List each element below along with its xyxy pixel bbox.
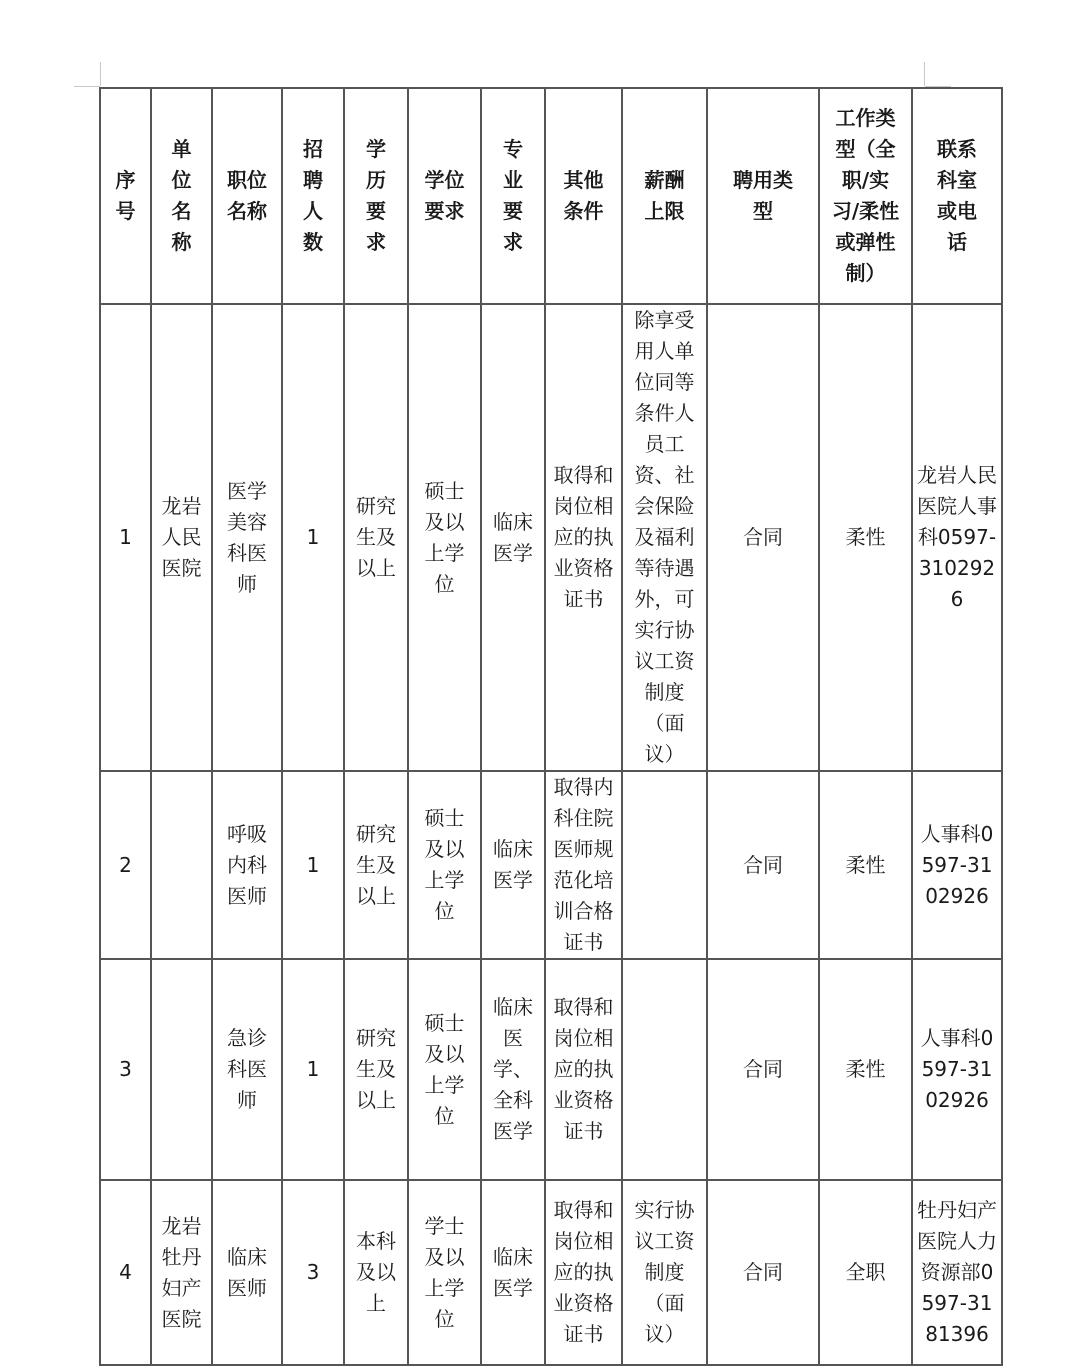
cell-degree: 硕士及以上学位: [408, 771, 481, 959]
cell-salary: 除享受用人单位同等条件人员工资、社会保险及福利等待遇外，可实行协议工资制度（面议）: [622, 304, 707, 771]
cell-work-type: 柔性: [819, 959, 912, 1180]
header-education: 学历要求: [344, 88, 408, 304]
cell-other: 取得和岗位相应的执业资格证书: [545, 1180, 622, 1365]
cell-seq: 1: [100, 304, 151, 771]
cell-salary: 实行协议工资制度（面议）: [622, 1180, 707, 1365]
cell-major: 临床医学: [481, 771, 545, 959]
cell-position: 医学美容科医师: [212, 304, 282, 771]
cell-seq: 2: [100, 771, 151, 959]
header-contact: 联系科室或电话: [912, 88, 1002, 304]
cell-salary: [622, 959, 707, 1180]
cell-unit: 龙岩人民医院: [151, 304, 212, 771]
header-position: 职位名称: [212, 88, 282, 304]
cell-education: 本科及以上: [344, 1180, 408, 1365]
cell-major: 临床医学: [481, 304, 545, 771]
recruitment-table: [99, 87, 1003, 1366]
cell-unit: 龙岩牡丹妇产医院: [151, 1180, 212, 1365]
cell-degree: 学士及以上学位: [408, 1180, 481, 1365]
cell-contact: 人事科0597-3102926: [912, 771, 1002, 959]
cell-work-type: 柔性: [819, 771, 912, 959]
cell-hire-type: 合同: [707, 1180, 819, 1365]
cell-count: 3: [282, 1180, 344, 1365]
cell-seq: 3: [100, 959, 151, 1180]
header-salary: 薪酬上限: [622, 88, 707, 304]
cell-unit: [151, 959, 212, 1180]
cell-work-type: 全职: [819, 1180, 912, 1365]
cell-education: 研究生及以上: [344, 771, 408, 959]
cell-work-type: 柔性: [819, 304, 912, 771]
cell-other: 取得和岗位相应的执业资格证书: [545, 959, 622, 1180]
cell-contact: 牡丹妇产医院人力资源部0597-3181396: [912, 1180, 1002, 1365]
table-row: [100, 1180, 1002, 1365]
cell-position: 呼吸内科医师: [212, 771, 282, 959]
cell-major: 临床医学: [481, 1180, 545, 1365]
cell-degree: 硕士及以上学位: [408, 959, 481, 1180]
cell-count: 1: [282, 771, 344, 959]
cell-hire-type: 合同: [707, 959, 819, 1180]
header-work-type: 工作类型（全职/实习/柔性或弹性制）: [819, 88, 912, 304]
page-corner-mark-left: [74, 86, 100, 87]
cell-contact: 龙岩人民医院人事科0597-3102926: [912, 304, 1002, 771]
page-corner-mark-left: [100, 62, 101, 86]
header-count: 招聘人数: [282, 88, 344, 304]
page-corner-mark-right: [924, 62, 925, 86]
cell-major: 临床医学、全科医学: [481, 959, 545, 1180]
table-row: [100, 304, 1002, 771]
cell-unit: [151, 771, 212, 959]
cell-hire-type: 合同: [707, 771, 819, 959]
cell-education: 研究生及以上: [344, 959, 408, 1180]
cell-seq: 4: [100, 1180, 151, 1365]
cell-count: 1: [282, 959, 344, 1180]
header-major: 专业要求: [481, 88, 545, 304]
cell-position: 临床医师: [212, 1180, 282, 1365]
table-header-row: [100, 88, 1002, 304]
cell-education: 研究生及以上: [344, 304, 408, 771]
cell-count: 1: [282, 304, 344, 771]
header-unit: 单位名称: [151, 88, 212, 304]
header-hire-type: 聘用类型: [707, 88, 819, 304]
header-degree: 学位要求: [408, 88, 481, 304]
header-other: 其他条件: [545, 88, 622, 304]
table-row: [100, 771, 1002, 959]
cell-degree: 硕士及以上学位: [408, 304, 481, 771]
cell-position: 急诊科医师: [212, 959, 282, 1180]
cell-salary: [622, 771, 707, 959]
table-row: [100, 959, 1002, 1180]
cell-other: 取得和岗位相应的执业资格证书: [545, 304, 622, 771]
cell-hire-type: 合同: [707, 304, 819, 771]
header-seq: 序号: [100, 88, 151, 304]
cell-other: 取得内科住院医师规范化培训合格证书: [545, 771, 622, 959]
cell-contact: 人事科0597-3102926: [912, 959, 1002, 1180]
